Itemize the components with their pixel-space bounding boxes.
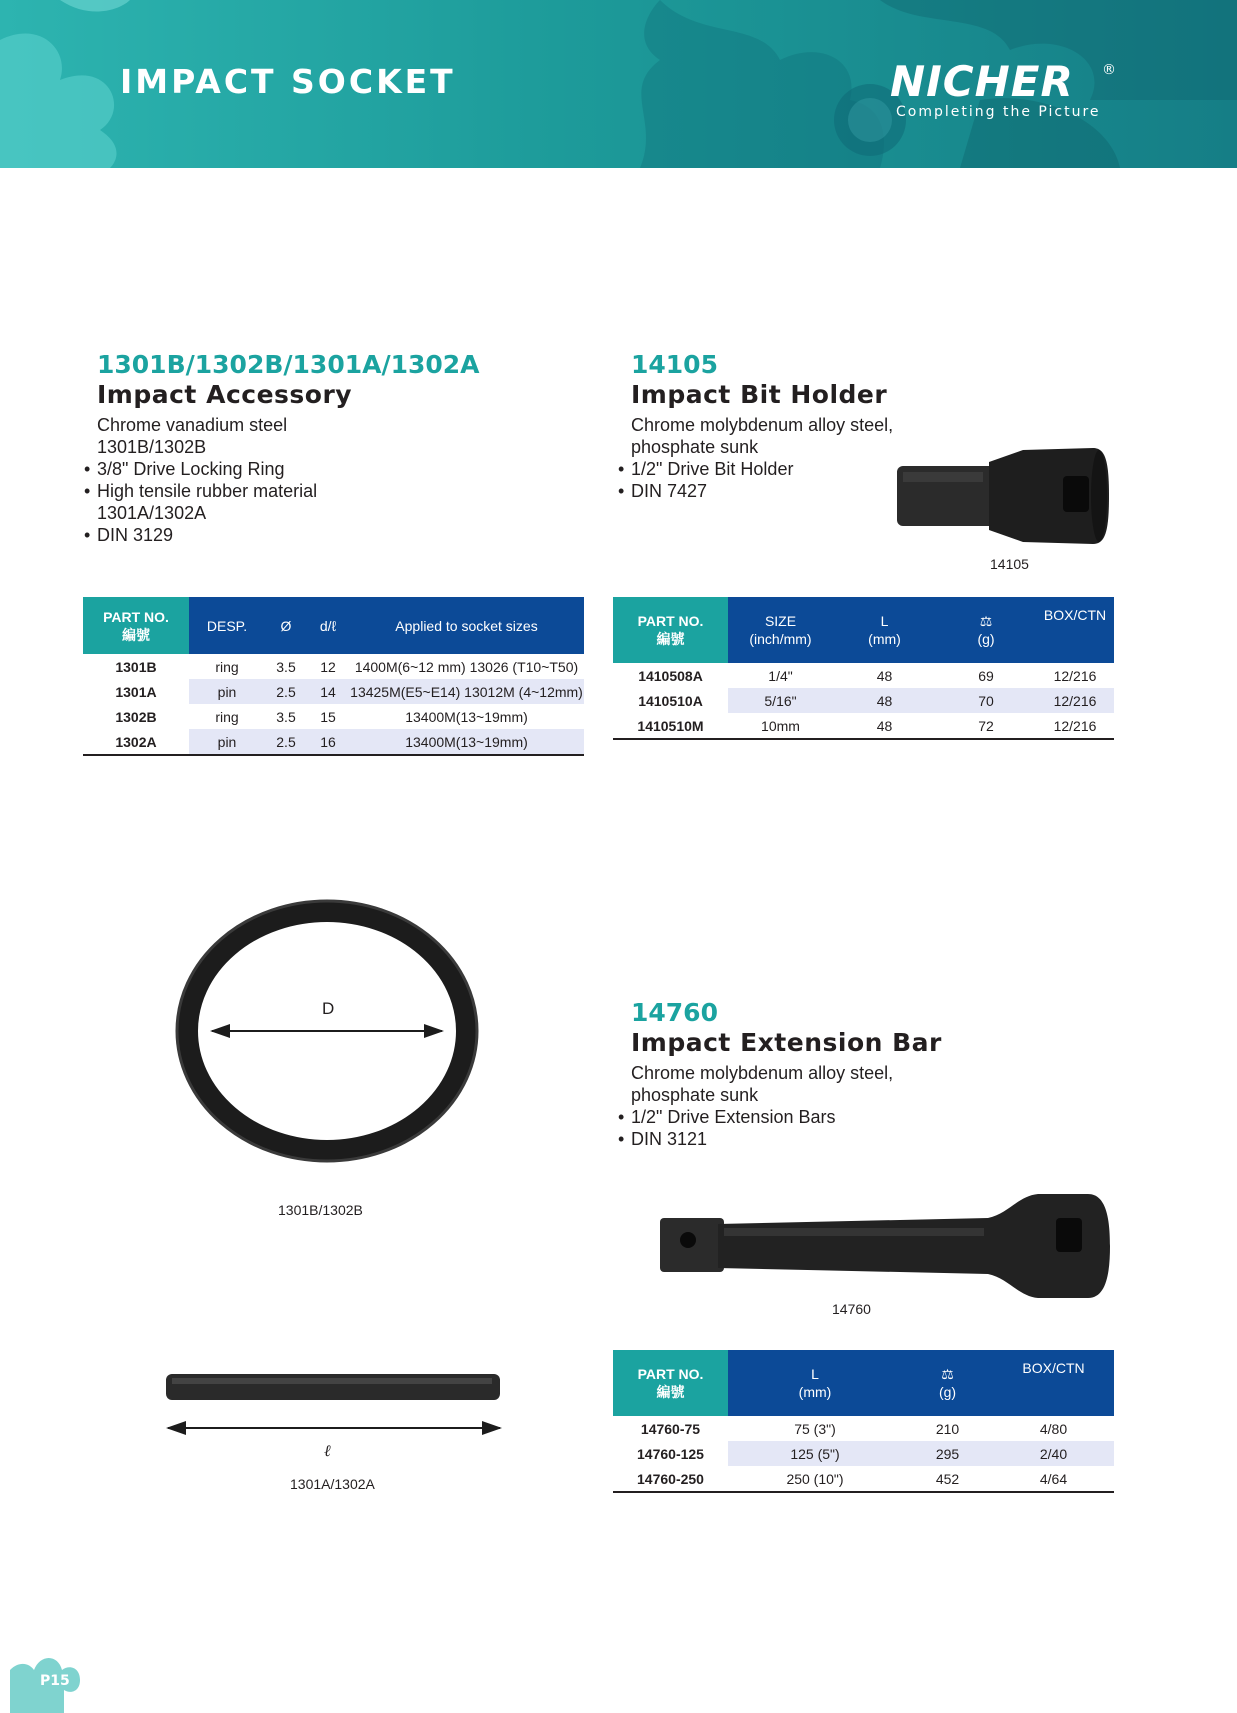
cell-part-no: 1410510A <box>638 692 703 709</box>
product-description <box>631 1062 961 1150</box>
header-banner <box>0 0 1237 168</box>
col-length: L (mm) <box>728 1350 902 1416</box>
description-line: 1301B/1302B <box>97 437 207 457</box>
table-header-row <box>613 597 1114 663</box>
pin-caption: 1301A/1302A <box>290 1476 375 1492</box>
cell-part-no: 1301A <box>115 683 157 700</box>
cell-applied-sizes: 13425M(E5~E14) 13012M (4~12mm) <box>349 679 584 704</box>
cell-box-ctn: 12/216 <box>1036 713 1114 739</box>
locking-ring-image <box>172 896 482 1166</box>
table-row <box>613 663 1114 688</box>
product-code: 14105 <box>631 350 718 379</box>
description-line: Chrome molybdenum alloy steel, <box>631 415 894 435</box>
bullet-item: • 1/2" Drive Bit Holder <box>631 458 961 480</box>
cell-diameter: 2.5 <box>265 729 307 755</box>
extension-bar-image <box>658 1188 1112 1304</box>
bullet-item: • 1/2" Drive Extension Bars <box>631 1106 961 1128</box>
cell-applied-sizes: 13400M(13~19mm) <box>405 708 528 725</box>
col-desp: DESP. <box>189 597 265 654</box>
extension-bar-caption: 14760 <box>832 1301 871 1317</box>
product-title: Impact Accessory <box>97 380 353 409</box>
bit-holder-caption: 14105 <box>990 556 1029 572</box>
table-header-row <box>83 597 584 654</box>
product-code: 14760 <box>631 998 718 1027</box>
cell-desp: pin <box>189 679 265 704</box>
description-line: phosphate sunk <box>631 437 759 457</box>
cell-diameter: 3.5 <box>276 708 296 725</box>
bullet-item: • DIN 3129 <box>97 524 597 546</box>
description-line: phosphate sunk <box>631 1085 759 1105</box>
cell-length: 48 <box>833 713 936 739</box>
bit-holder-image <box>893 440 1111 552</box>
impact-accessory-section <box>97 350 597 546</box>
ring-caption: 1301B/1302B <box>278 1202 363 1218</box>
col-applied-sizes: Applied to socket sizes <box>349 597 584 654</box>
cell-box-ctn: 12/216 <box>1036 688 1114 713</box>
table-header-row <box>613 1350 1114 1416</box>
cell-desp: pin <box>189 729 265 755</box>
bullet-item: • High tensile rubber material <box>97 480 597 502</box>
col-box-ctn: BOX/CTN <box>993 1350 1114 1416</box>
col-weight: ⚖ (g) <box>936 597 1036 663</box>
brand-logo <box>890 57 1116 120</box>
cell-weight: 295 <box>902 1441 993 1466</box>
table-row <box>83 654 584 679</box>
cell-diameter: 2.5 <box>265 679 307 704</box>
diameter-label: D <box>322 999 335 1018</box>
table-row <box>83 704 584 729</box>
description-line: Chrome molybdenum alloy steel, <box>631 1063 894 1083</box>
col-length: L (mm) <box>833 597 936 663</box>
cell-length: 250 (10") <box>728 1466 902 1492</box>
cell-part-no: 1410508A <box>638 667 703 684</box>
cell-box-ctn: 4/64 <box>993 1466 1114 1492</box>
extension-bar-table <box>613 1350 1114 1493</box>
impact-accessory-table <box>83 597 584 756</box>
brand-name: NICHER <box>890 57 1074 106</box>
col-weight: ⚖ (g) <box>902 1350 993 1416</box>
page-title: IMPACT SOCKET <box>120 62 456 101</box>
retaining-pin-image <box>160 1370 510 1460</box>
cell-applied-sizes: 13400M(13~19mm) <box>349 729 584 755</box>
cell-part-no: 14760-125 <box>637 1445 704 1462</box>
col-size: SIZE (inch/mm) <box>728 597 833 663</box>
description-line: Chrome vanadium steel <box>97 415 288 435</box>
col-diameter: Ø <box>265 597 307 654</box>
cell-desp: ring <box>215 708 239 725</box>
brand-tagline: Completing the Picture <box>896 104 1101 120</box>
cell-desp: ring <box>215 658 239 675</box>
scale-icon: ⚖ <box>941 1366 954 1382</box>
cell-weight: 70 <box>936 688 1036 713</box>
cell-d-length: 14 <box>307 679 349 704</box>
cell-size: 5/16" <box>728 688 833 713</box>
table-row <box>613 1441 1114 1466</box>
cell-part-no: 1410510M <box>613 713 728 739</box>
registered-mark: ® <box>1102 62 1116 78</box>
table-row <box>613 713 1114 739</box>
cell-weight: 452 <box>902 1466 993 1492</box>
bullet-item: • DIN 3121 <box>631 1128 961 1150</box>
bullet-item: • DIN 7427 <box>631 480 961 502</box>
col-part-no: PART NO. 編號 <box>613 597 728 663</box>
cell-length: 125 (5") <box>728 1441 902 1466</box>
col-d-length: d/ℓ <box>307 597 349 654</box>
page-number: P15 <box>40 1673 70 1689</box>
table-row <box>83 679 584 704</box>
col-part-no: PART NO. 編號 <box>613 1350 728 1416</box>
bit-holder-table <box>613 597 1114 740</box>
cell-length: 75 (3") <box>794 1420 836 1437</box>
length-label: ℓ <box>324 1443 331 1460</box>
description-line: 1301A/1302A <box>97 503 207 523</box>
cell-d-length: 15 <box>320 708 336 725</box>
cell-box-ctn: 4/80 <box>1039 1420 1068 1437</box>
table-row <box>613 688 1114 713</box>
product-title: Impact Extension Bar <box>631 1028 942 1057</box>
cell-weight: 72 <box>936 713 1036 739</box>
product-title: Impact Bit Holder <box>631 380 888 409</box>
table-row <box>613 1416 1114 1441</box>
product-description <box>97 414 597 546</box>
bullet-item: • 3/8" Drive Locking Ring <box>97 458 597 480</box>
cell-size: 1/4" <box>768 667 793 684</box>
scale-icon: ⚖ <box>979 613 993 629</box>
cell-part-no: 1301B <box>115 658 157 675</box>
cell-box-ctn: 2/40 <box>993 1441 1114 1466</box>
cell-weight: 210 <box>935 1420 960 1437</box>
cell-size: 10mm <box>728 713 833 739</box>
cell-part-no: 1302A <box>83 729 189 755</box>
cell-d-length: 12 <box>320 658 336 675</box>
cell-length: 48 <box>876 667 893 684</box>
cell-part-no: 14760-75 <box>640 1420 701 1437</box>
col-box-ctn: BOX/CTN <box>1036 597 1114 663</box>
col-part-no: PART NO. 編號 <box>83 597 189 654</box>
table-row <box>613 1466 1114 1492</box>
cell-part-no: 1302B <box>115 708 157 725</box>
cell-diameter: 3.5 <box>276 658 296 675</box>
table-row <box>83 729 584 755</box>
impact-extension-bar-section <box>631 998 961 1150</box>
cell-applied-sizes: 1400M(6~12 mm) 13026 (T10~T50) <box>354 658 579 675</box>
cell-d-length: 16 <box>307 729 349 755</box>
cell-part-no: 14760-250 <box>613 1466 728 1492</box>
cell-box-ctn: 12/216 <box>1053 667 1097 684</box>
product-code: 1301B/1302B/1301A/1302A <box>97 350 480 379</box>
cell-weight: 69 <box>978 667 994 684</box>
cell-length: 48 <box>833 688 936 713</box>
